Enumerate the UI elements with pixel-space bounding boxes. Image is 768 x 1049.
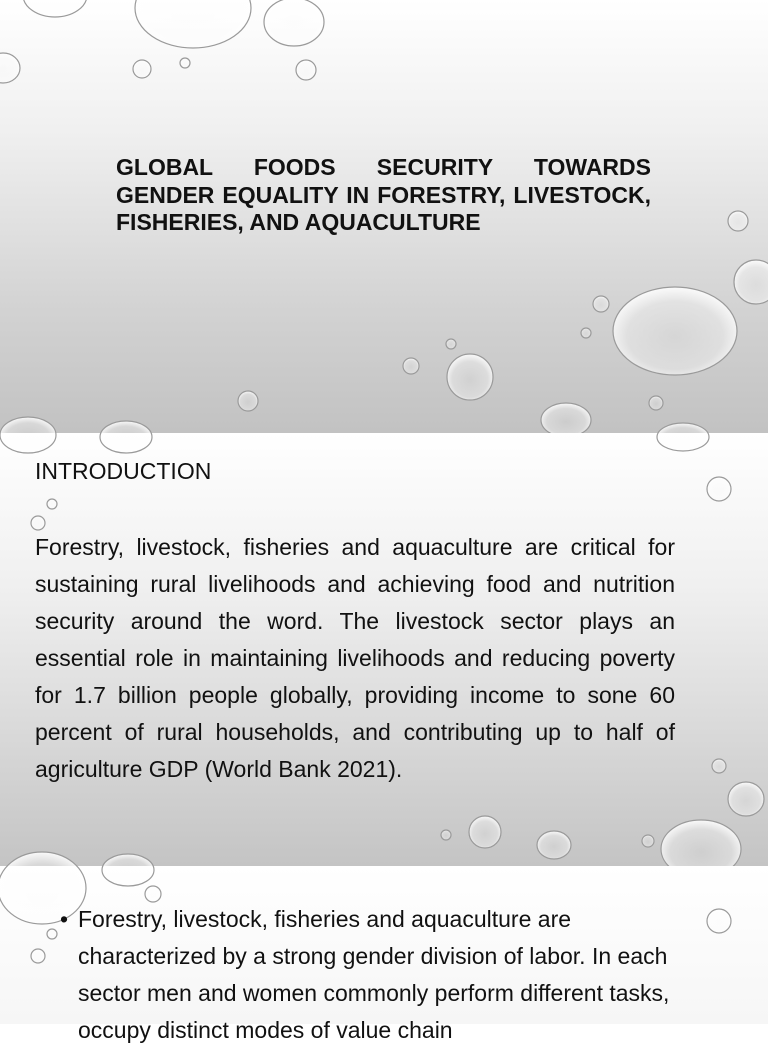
intro-paragraph: Forestry, livestock, fisheries and aquaculture are critical for sustaining rural livelihoods and achieving food and nutrition security around the word. The livestock sector plays an essential role in maintaining livelihoods and reducing poverty for 1.7 billion people globally, providing income to sone 60 percent of rural households, and contributing up to half of agriculture GDP (World Bank 2021). bbox=[35, 534, 675, 782]
bullet-marker: • bbox=[60, 906, 69, 932]
bullet-item bbox=[60, 901, 693, 1049]
slide-title-text: GLOBAL FOODS SECURITY TOWARDS GENDER EQUALITY IN FORESTRY, LIVESTOCK, FISHERIES, AND AQUACULTURE bbox=[116, 154, 651, 235]
slide-gender-division bbox=[0, 866, 768, 1043]
section-heading: INTRODUCTION bbox=[35, 458, 212, 484]
slide-title bbox=[0, 0, 768, 433]
slide-introduction bbox=[0, 433, 768, 866]
bullet-text: Forestry, livestock, fisheries and aquaculture are characterized by a strong gender division of labor. In each sector men and women commonly perform different tasks, occupy distinct modes of value chain bbox=[78, 906, 670, 1043]
